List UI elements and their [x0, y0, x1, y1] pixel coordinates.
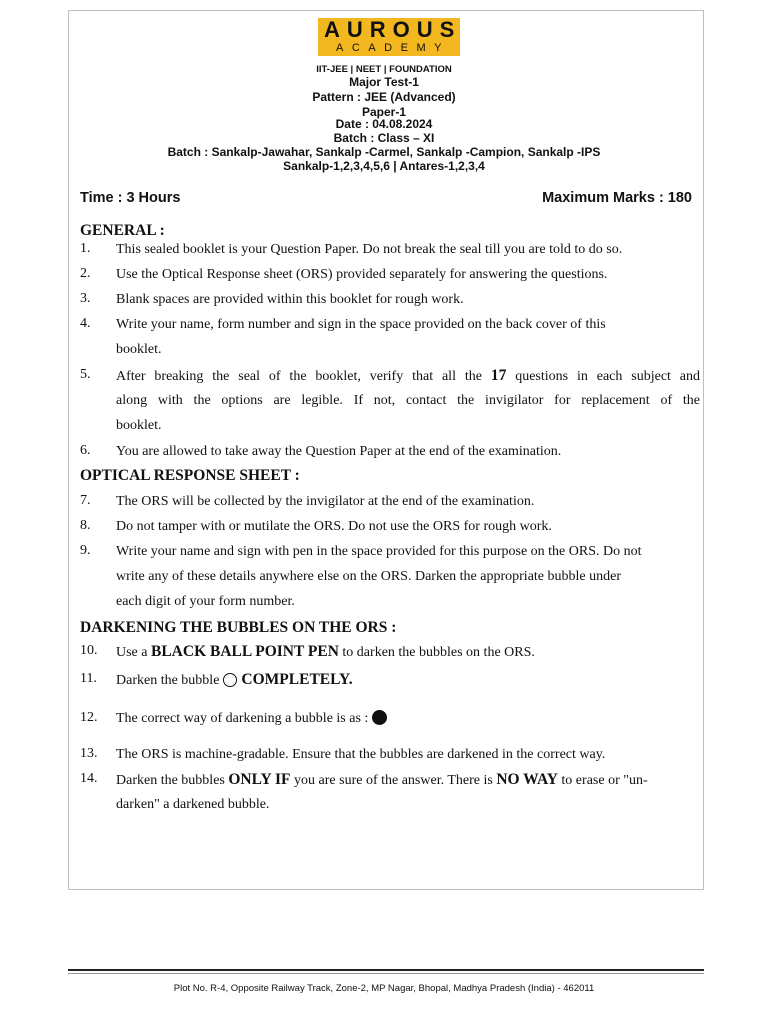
only-if-emphasis: ONLY IF — [228, 771, 291, 788]
filled-bubble-icon — [372, 710, 387, 725]
time-label: Time : 3 Hours — [80, 190, 181, 206]
item-number: 10. — [80, 643, 98, 658]
empty-bubble-icon — [223, 673, 237, 687]
item-text: along with the options are legible. If not, contact the invigilator for replacement of the — [116, 393, 700, 409]
item-text: The ORS is machine-gradable. Ensure that the bubbles are darkened in the correct way. — [116, 747, 606, 762]
item-text: Darken the bubble COMPLETELY. — [116, 671, 353, 688]
class-line: Batch : Class – XI — [333, 131, 435, 145]
item-number: 4. — [80, 316, 91, 331]
item-number: 11. — [80, 671, 97, 686]
question-count: 17 — [490, 367, 507, 384]
logo-sub: ACADEMY — [336, 42, 450, 54]
section-ors: OPTICAL RESPONSE SHEET : — [80, 467, 300, 484]
item-text: Write your name and sign with pen in the space provided for this purpose on the ORS. Do not — [116, 544, 642, 559]
pattern-line: Pattern : JEE (Advanced) — [312, 90, 456, 104]
footer-rule — [68, 969, 704, 971]
item-text: Write your name, form number and sign in the space provided on the back cover of this — [116, 317, 606, 332]
item-text: Use the Optical Response sheet (ORS) provided separately for answering the questions. — [116, 267, 608, 282]
item-number: 5. — [80, 367, 91, 382]
item-text: darken" a darkened bubble. — [116, 797, 270, 813]
item-number: 6. — [80, 443, 91, 458]
item-text: write any of these details anywhere else on the ORS. Darken the appropriate bubble under — [116, 569, 621, 585]
section-general: GENERAL : — [80, 222, 165, 239]
item-text: You are allowed to take away the Question Paper at the end of the examination. — [116, 444, 562, 459]
date-line: Date : 04.08.2024 — [335, 117, 433, 131]
item-text: After breaking the seal of the booklet, verify that all the 17 questions in each subject and — [116, 367, 701, 384]
item-number: 14. — [80, 771, 98, 786]
item-text: The correct way of darkening a bubble is as : — [116, 710, 700, 735]
pen-emphasis: BLACK BALL POINT PEN — [151, 643, 339, 660]
batch-line-2: Sankalp-1,2,3,4,5,6 | Antares-1,2,3,4 — [283, 159, 485, 173]
completely-emphasis: COMPLETELY. — [241, 671, 353, 688]
item-number: 8. — [80, 518, 91, 533]
footer-rule-thin — [68, 973, 704, 974]
section-bubbles: DARKENING THE BUBBLES ON THE ORS : — [80, 619, 397, 636]
test-title: Major Test-1 — [349, 75, 419, 89]
max-marks-label: Maximum Marks : 180 — [542, 190, 692, 206]
item-number: 13. — [80, 746, 98, 761]
time-marks-bar — [80, 190, 692, 206]
tagline: IIT-JEE | NEET | FOUNDATION — [316, 64, 452, 75]
item-text: booklet. — [116, 342, 162, 358]
batch-line: Batch : Sankalp-Jawahar, Sankalp -Carmel, Sankalp -Campion, Sankalp -IPS — [167, 145, 601, 159]
item-text: Use a BLACK BALL POINT PEN to darken the bubbles on the ORS. — [116, 643, 535, 660]
item-text: Do not tamper with or mutilate the ORS. Do not use the ORS for rough work. — [116, 519, 552, 534]
item-number: 12. — [80, 710, 98, 725]
item-number: 3. — [80, 291, 91, 306]
item-number: 1. — [80, 241, 91, 256]
item-text: The ORS will be collected by the invigilator at the end of the examination. — [116, 494, 535, 509]
item-text: This sealed booklet is your Question Paper. Do not break the seal till you are told to do so. — [116, 242, 623, 257]
item-text: Darken the bubbles ONLY IF you are sure of the answer. There is NO WAY to erase or "un- — [116, 771, 648, 788]
item-text: Blank spaces are provided within this booklet for rough work. — [116, 292, 464, 307]
no-way-emphasis: NO WAY — [496, 771, 558, 788]
logo-name: AUROUS — [324, 17, 462, 42]
item-number: 2. — [80, 266, 91, 281]
item-text: booklet. — [116, 418, 162, 434]
footer-address: Plot No. R-4, Opposite Railway Track, Zone-2, MP Nagar, Bhopal, Madhya Pradesh (India) - 462011 — [173, 983, 595, 994]
item-number: 9. — [80, 543, 91, 558]
item-text: each digit of your form number. — [116, 594, 295, 610]
item-number: 7. — [80, 493, 91, 508]
paper-line: Paper-1 — [361, 105, 407, 119]
aurous-logo — [318, 18, 460, 56]
